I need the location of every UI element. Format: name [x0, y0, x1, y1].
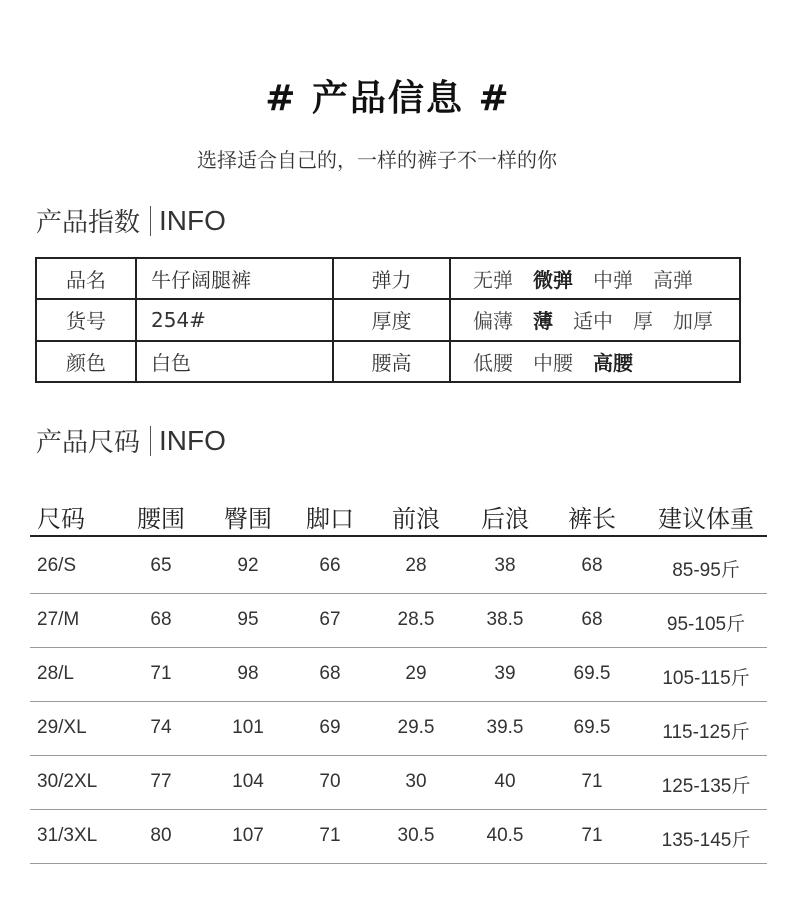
page-title: # 产品信息 #: [265, 78, 511, 119]
size-value-cell: 98: [237, 663, 259, 684]
info-label: 品名: [36, 258, 136, 299]
size-section-title: 产品尺码: [36, 428, 141, 458]
size-value-cell: 69: [319, 717, 341, 738]
heading-divider: [150, 206, 151, 236]
page-subtitle: 选择适合自己的，一样的裤子不一样的你: [197, 148, 557, 172]
size-value-cell: 104: [232, 771, 264, 792]
size-label-cell: 28/L: [37, 663, 74, 684]
info-value: 白色: [136, 341, 333, 382]
size-value-cell: 135-145斤: [661, 830, 751, 851]
size-value-cell: 92: [237, 555, 259, 576]
size-value-cell: 67: [319, 609, 341, 630]
size-value-cell: 71: [581, 825, 603, 846]
option-item: 微弹: [533, 268, 573, 293]
size-header-cell: 建议体重: [658, 505, 754, 533]
size-value-cell: 40.5: [486, 825, 524, 846]
option-item: 偏薄: [473, 309, 513, 334]
size-value-cell: 95-105斤: [666, 614, 746, 635]
size-value-cell: 77: [150, 771, 172, 792]
option-item: 高弹: [653, 268, 693, 293]
info-options: [450, 341, 740, 382]
option-item: 低腰: [473, 350, 513, 375]
info-label: 货号: [36, 299, 136, 340]
size-table-row: [30, 648, 767, 702]
size-header-cell: 脚口: [306, 505, 354, 533]
size-header-cell: 腰围: [137, 505, 185, 533]
size-value-cell: 68: [150, 609, 172, 630]
size-header-cell: 前浪: [392, 505, 440, 533]
size-header-cell: 尺码: [37, 505, 85, 533]
size-label-cell: 31/3XL: [37, 825, 98, 846]
size-value-cell: 71: [150, 663, 172, 684]
size-table-row: [30, 810, 767, 864]
size-value-cell: 29.5: [397, 717, 435, 738]
size-value-cell: 69.5: [573, 717, 611, 738]
size-value-cell: 74: [150, 717, 172, 738]
size-value-cell: 38.5: [486, 609, 524, 630]
size-header-cell: 后浪: [481, 505, 529, 533]
size-value-cell: 105-115斤: [662, 668, 750, 689]
heading-divider: [150, 426, 151, 456]
info-attribute: 腰高: [333, 341, 450, 382]
product-info-table: [35, 257, 741, 383]
size-value-cell: 85-95斤: [672, 560, 740, 581]
info-options: [450, 299, 740, 340]
size-value-cell: 40: [494, 771, 516, 792]
size-value-cell: 28: [405, 555, 427, 576]
info-section-title: 产品指数: [36, 208, 141, 238]
size-table-row: [30, 756, 767, 810]
option-item: 薄: [533, 309, 553, 334]
info-options: [450, 258, 740, 299]
size-value-cell: 107: [232, 825, 264, 846]
size-value-cell: 29: [405, 663, 427, 684]
option-item: 厚: [633, 309, 653, 334]
size-section-title-en: INFO: [159, 424, 226, 456]
size-section-heading: [36, 422, 226, 459]
size-label-cell: 29/XL: [37, 717, 87, 738]
size-value-cell: 38: [494, 555, 516, 576]
size-value-cell: 101: [232, 717, 264, 738]
size-value-cell: 95: [237, 609, 259, 630]
size-label-cell: 30/2XL: [37, 771, 98, 792]
size-value-cell: 80: [150, 825, 172, 846]
size-table-row: [30, 702, 767, 756]
size-value-cell: 71: [319, 825, 341, 846]
size-value-cell: 39.5: [486, 717, 524, 738]
option-item: 中腰: [533, 350, 573, 375]
size-value-cell: 65: [150, 555, 172, 576]
info-value: 254#: [136, 299, 333, 340]
size-value-cell: 28.5: [397, 609, 435, 630]
info-section-title-en: INFO: [159, 204, 226, 236]
size-value-cell: 30.5: [397, 825, 435, 846]
size-table-row: [30, 594, 767, 648]
size-value-cell: 68: [581, 609, 603, 630]
size-value-cell: 68: [319, 663, 341, 684]
size-value-cell: 66: [319, 555, 341, 576]
size-value-cell: 70: [319, 771, 341, 792]
option-item: 中弹: [593, 268, 633, 293]
info-label: 颜色: [36, 341, 136, 382]
size-value-cell: 71: [581, 771, 603, 792]
size-header-cell: 臀围: [224, 505, 272, 533]
info-row: [36, 258, 740, 299]
size-value-cell: 115-125斤: [662, 722, 750, 743]
size-value-cell: 30: [405, 771, 427, 792]
size-table-row: [30, 540, 767, 594]
option-item: 加厚: [673, 309, 713, 334]
info-section-heading: [36, 202, 226, 239]
size-value-cell: 125-135斤: [661, 776, 751, 797]
option-item: 高腰: [593, 350, 633, 375]
info-value: 牛仔阔腿裤: [136, 258, 333, 299]
info-attribute: 弹力: [333, 258, 450, 299]
size-table-header: [30, 495, 767, 537]
info-attribute: 厚度: [333, 299, 450, 340]
size-value-cell: 68: [581, 555, 603, 576]
size-header-cell: 裤长: [568, 505, 616, 533]
size-label-cell: 26/S: [37, 555, 77, 576]
size-value-cell: 39: [494, 663, 516, 684]
size-label-cell: 27/M: [37, 609, 80, 630]
info-row: [36, 299, 740, 340]
info-row: [36, 341, 740, 382]
option-item: 适中: [573, 309, 613, 334]
size-value-cell: 69.5: [573, 663, 611, 684]
option-item: 无弹: [473, 268, 513, 293]
